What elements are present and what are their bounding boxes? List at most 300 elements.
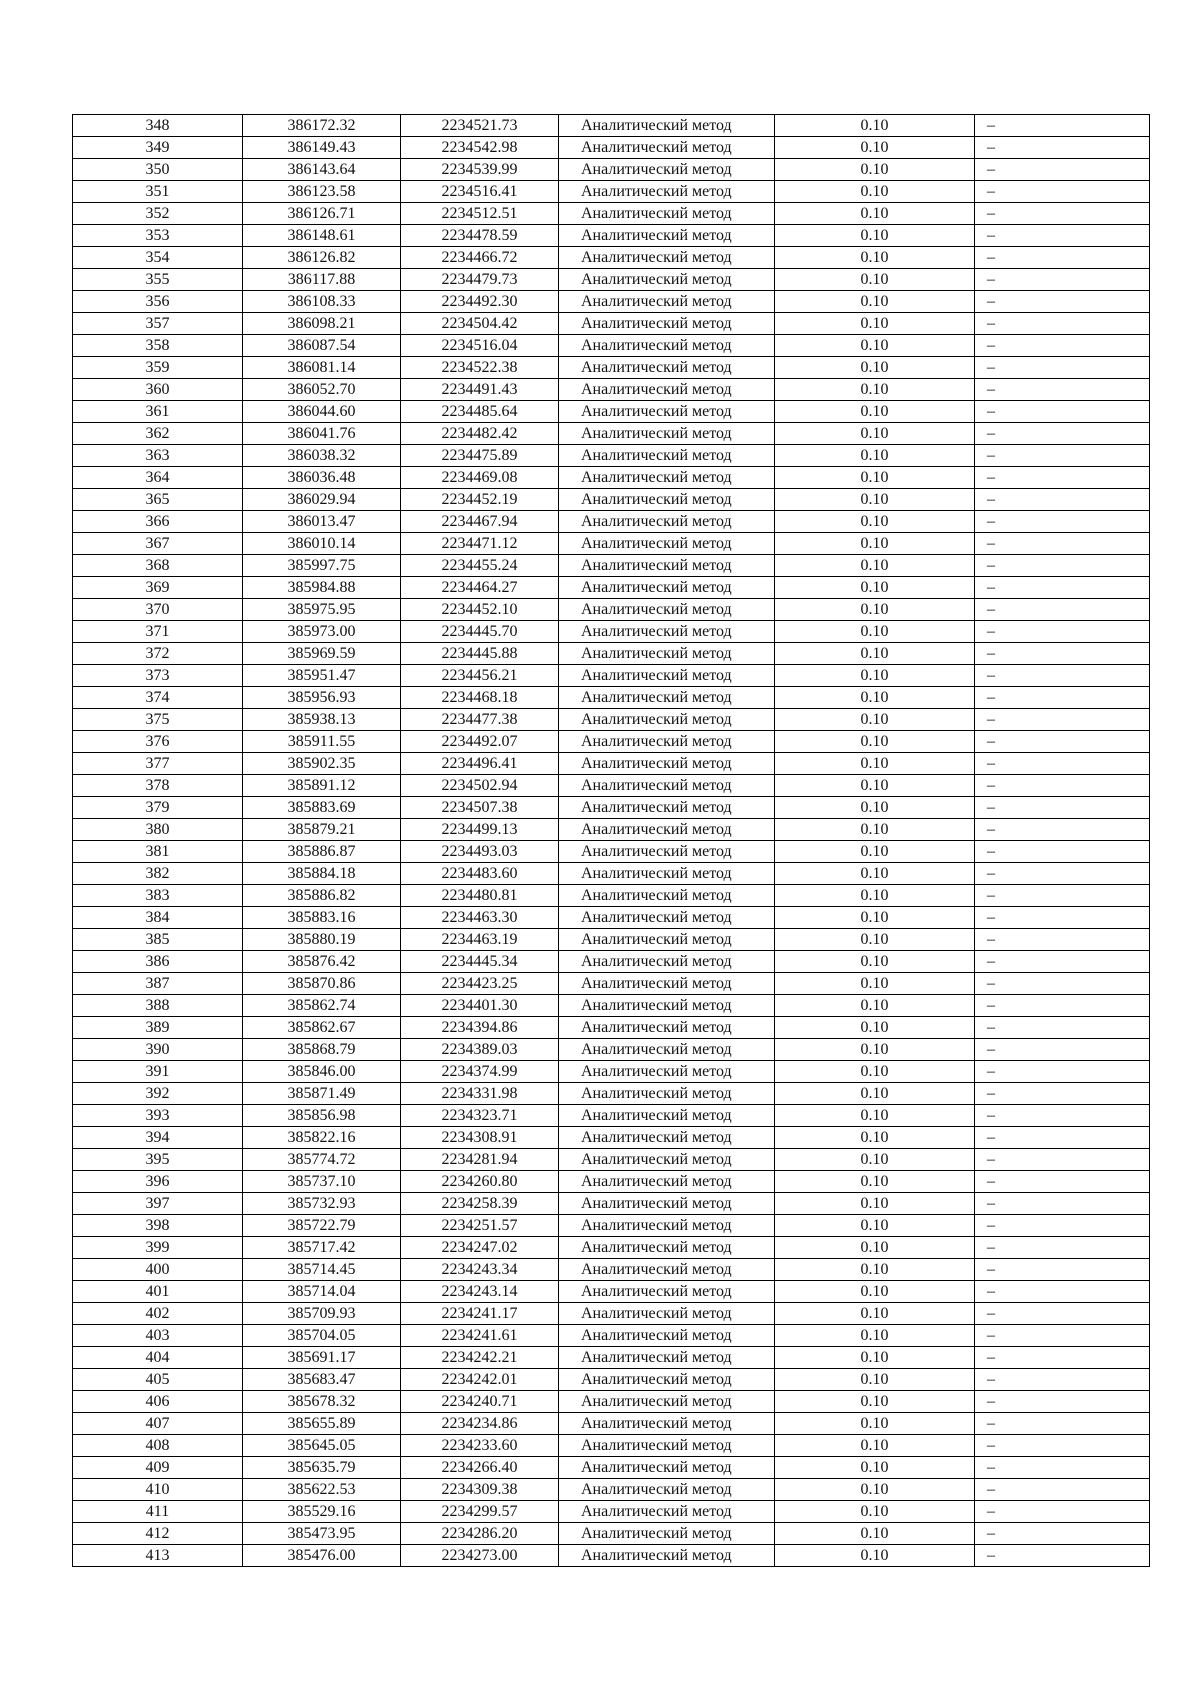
y-coordinate-cell: 2234504.42	[401, 313, 559, 335]
note-cell: –	[975, 1369, 1150, 1391]
accuracy-cell: 0.10	[775, 1391, 975, 1413]
x-coordinate-cell: 385774.72	[243, 1149, 401, 1171]
note-cell: –	[975, 357, 1150, 379]
method-cell: Аналитический метод	[559, 907, 775, 929]
y-coordinate-cell: 2234482.42	[401, 423, 559, 445]
table-row	[73, 1281, 1150, 1303]
table-row	[73, 1369, 1150, 1391]
point-number-cell: 366	[73, 511, 243, 533]
note-cell: –	[975, 1149, 1150, 1171]
accuracy-cell: 0.10	[775, 621, 975, 643]
x-coordinate-cell: 385883.69	[243, 797, 401, 819]
point-number-cell: 413	[73, 1545, 243, 1567]
accuracy-cell: 0.10	[775, 1501, 975, 1523]
method-cell: Аналитический метод	[559, 1215, 775, 1237]
note-cell: –	[975, 1105, 1150, 1127]
point-number-cell: 392	[73, 1083, 243, 1105]
y-coordinate-cell: 2234243.34	[401, 1259, 559, 1281]
y-coordinate-cell: 2234480.81	[401, 885, 559, 907]
table-row	[73, 1501, 1150, 1523]
x-coordinate-cell: 385691.17	[243, 1347, 401, 1369]
table-row	[73, 1215, 1150, 1237]
accuracy-cell: 0.10	[775, 1149, 975, 1171]
x-coordinate-cell: 385622.53	[243, 1479, 401, 1501]
table-row	[73, 1039, 1150, 1061]
y-coordinate-cell: 2234266.40	[401, 1457, 559, 1479]
point-number-cell: 348	[73, 115, 243, 137]
note-cell: –	[975, 929, 1150, 951]
table-row	[73, 335, 1150, 357]
accuracy-cell: 0.10	[775, 1039, 975, 1061]
accuracy-cell: 0.10	[775, 467, 975, 489]
note-cell: –	[975, 819, 1150, 841]
y-coordinate-cell: 2234445.70	[401, 621, 559, 643]
method-cell: Аналитический метод	[559, 1281, 775, 1303]
point-number-cell: 380	[73, 819, 243, 841]
point-number-cell: 351	[73, 181, 243, 203]
accuracy-cell: 0.10	[775, 115, 975, 137]
y-coordinate-cell: 2234423.25	[401, 973, 559, 995]
point-number-cell: 372	[73, 643, 243, 665]
note-cell: –	[975, 511, 1150, 533]
y-coordinate-cell: 2234469.08	[401, 467, 559, 489]
point-number-cell: 401	[73, 1281, 243, 1303]
method-cell: Аналитический метод	[559, 1171, 775, 1193]
accuracy-cell: 0.10	[775, 841, 975, 863]
note-cell: –	[975, 1325, 1150, 1347]
table-row	[73, 203, 1150, 225]
note-cell: –	[975, 1457, 1150, 1479]
method-cell: Аналитический метод	[559, 533, 775, 555]
y-coordinate-cell: 2234516.41	[401, 181, 559, 203]
x-coordinate-cell: 385891.12	[243, 775, 401, 797]
y-coordinate-cell: 2234242.21	[401, 1347, 559, 1369]
note-cell: –	[975, 1171, 1150, 1193]
accuracy-cell: 0.10	[775, 753, 975, 775]
x-coordinate-cell: 385911.55	[243, 731, 401, 753]
table-row	[73, 577, 1150, 599]
note-cell: –	[975, 1259, 1150, 1281]
note-cell: –	[975, 1193, 1150, 1215]
table-row	[73, 973, 1150, 995]
x-coordinate-cell: 386013.47	[243, 511, 401, 533]
note-cell: –	[975, 599, 1150, 621]
x-coordinate-cell: 386038.32	[243, 445, 401, 467]
y-coordinate-cell: 2234521.73	[401, 115, 559, 137]
note-cell: –	[975, 863, 1150, 885]
y-coordinate-cell: 2234512.51	[401, 203, 559, 225]
accuracy-cell: 0.10	[775, 731, 975, 753]
table-row	[73, 1457, 1150, 1479]
note-cell: –	[975, 423, 1150, 445]
note-cell: –	[975, 401, 1150, 423]
accuracy-cell: 0.10	[775, 1545, 975, 1567]
accuracy-cell: 0.10	[775, 577, 975, 599]
y-coordinate-cell: 2234445.34	[401, 951, 559, 973]
table-row	[73, 137, 1150, 159]
x-coordinate-cell: 385997.75	[243, 555, 401, 577]
y-coordinate-cell: 2234467.94	[401, 511, 559, 533]
x-coordinate-cell: 386117.88	[243, 269, 401, 291]
y-coordinate-cell: 2234323.71	[401, 1105, 559, 1127]
point-number-cell: 350	[73, 159, 243, 181]
method-cell: Аналитический метод	[559, 1545, 775, 1567]
point-number-cell: 358	[73, 335, 243, 357]
point-number-cell: 382	[73, 863, 243, 885]
accuracy-cell: 0.10	[775, 951, 975, 973]
note-cell: –	[975, 797, 1150, 819]
table-row	[73, 1017, 1150, 1039]
note-cell: –	[975, 709, 1150, 731]
table-row	[73, 665, 1150, 687]
x-coordinate-cell: 385880.19	[243, 929, 401, 951]
x-coordinate-cell: 386029.94	[243, 489, 401, 511]
y-coordinate-cell: 2234401.30	[401, 995, 559, 1017]
point-number-cell: 355	[73, 269, 243, 291]
y-coordinate-cell: 2234445.88	[401, 643, 559, 665]
y-coordinate-cell: 2234468.18	[401, 687, 559, 709]
y-coordinate-cell: 2234242.01	[401, 1369, 559, 1391]
y-coordinate-cell: 2234260.80	[401, 1171, 559, 1193]
method-cell: Аналитический метод	[559, 863, 775, 885]
note-cell: –	[975, 159, 1150, 181]
point-number-cell: 368	[73, 555, 243, 577]
y-coordinate-cell: 2234394.86	[401, 1017, 559, 1039]
method-cell: Аналитический метод	[559, 1435, 775, 1457]
y-coordinate-cell: 2234471.12	[401, 533, 559, 555]
x-coordinate-cell: 385846.00	[243, 1061, 401, 1083]
y-coordinate-cell: 2234483.60	[401, 863, 559, 885]
x-coordinate-cell: 386087.54	[243, 335, 401, 357]
note-cell: –	[975, 1039, 1150, 1061]
table-row	[73, 929, 1150, 951]
accuracy-cell: 0.10	[775, 863, 975, 885]
accuracy-cell: 0.10	[775, 1369, 975, 1391]
point-number-cell: 352	[73, 203, 243, 225]
accuracy-cell: 0.10	[775, 643, 975, 665]
x-coordinate-cell: 385635.79	[243, 1457, 401, 1479]
point-number-cell: 396	[73, 1171, 243, 1193]
method-cell: Аналитический метод	[559, 665, 775, 687]
accuracy-cell: 0.10	[775, 357, 975, 379]
point-number-cell: 402	[73, 1303, 243, 1325]
x-coordinate-cell: 385902.35	[243, 753, 401, 775]
note-cell: –	[975, 181, 1150, 203]
table-row	[73, 643, 1150, 665]
method-cell: Аналитический метод	[559, 819, 775, 841]
point-number-cell: 393	[73, 1105, 243, 1127]
y-coordinate-cell: 2234466.72	[401, 247, 559, 269]
note-cell: –	[975, 1523, 1150, 1545]
note-cell: –	[975, 643, 1150, 665]
y-coordinate-cell: 2234496.41	[401, 753, 559, 775]
method-cell: Аналитический метод	[559, 247, 775, 269]
note-cell: –	[975, 1545, 1150, 1567]
method-cell: Аналитический метод	[559, 1149, 775, 1171]
method-cell: Аналитический метод	[559, 731, 775, 753]
method-cell: Аналитический метод	[559, 1083, 775, 1105]
point-number-cell: 376	[73, 731, 243, 753]
note-cell: –	[975, 775, 1150, 797]
y-coordinate-cell: 2234522.38	[401, 357, 559, 379]
table-row	[73, 1413, 1150, 1435]
note-cell: –	[975, 621, 1150, 643]
y-coordinate-cell: 2234499.13	[401, 819, 559, 841]
accuracy-cell: 0.10	[775, 797, 975, 819]
method-cell: Аналитический метод	[559, 379, 775, 401]
method-cell: Аналитический метод	[559, 445, 775, 467]
table-row	[73, 489, 1150, 511]
accuracy-cell: 0.10	[775, 1193, 975, 1215]
note-cell: –	[975, 1501, 1150, 1523]
point-number-cell: 407	[73, 1413, 243, 1435]
table-row	[73, 775, 1150, 797]
method-cell: Аналитический метод	[559, 357, 775, 379]
accuracy-cell: 0.10	[775, 775, 975, 797]
y-coordinate-cell: 2234308.91	[401, 1127, 559, 1149]
point-number-cell: 412	[73, 1523, 243, 1545]
accuracy-cell: 0.10	[775, 555, 975, 577]
note-cell: –	[975, 1391, 1150, 1413]
x-coordinate-cell: 385473.95	[243, 1523, 401, 1545]
note-cell: –	[975, 577, 1150, 599]
accuracy-cell: 0.10	[775, 489, 975, 511]
y-coordinate-cell: 2234492.30	[401, 291, 559, 313]
note-cell: –	[975, 335, 1150, 357]
y-coordinate-cell: 2234456.21	[401, 665, 559, 687]
x-coordinate-cell: 385722.79	[243, 1215, 401, 1237]
x-coordinate-cell: 385655.89	[243, 1413, 401, 1435]
table-row	[73, 511, 1150, 533]
y-coordinate-cell: 2234243.14	[401, 1281, 559, 1303]
point-number-cell: 404	[73, 1347, 243, 1369]
point-number-cell: 390	[73, 1039, 243, 1061]
x-coordinate-cell: 385938.13	[243, 709, 401, 731]
table-row	[73, 819, 1150, 841]
method-cell: Аналитический метод	[559, 1061, 775, 1083]
note-cell: –	[975, 973, 1150, 995]
point-number-cell: 394	[73, 1127, 243, 1149]
table-row	[73, 1237, 1150, 1259]
point-number-cell: 371	[73, 621, 243, 643]
point-number-cell: 386	[73, 951, 243, 973]
accuracy-cell: 0.10	[775, 1479, 975, 1501]
x-coordinate-cell: 386172.32	[243, 115, 401, 137]
x-coordinate-cell: 385973.00	[243, 621, 401, 643]
y-coordinate-cell: 2234241.17	[401, 1303, 559, 1325]
y-coordinate-cell: 2234281.94	[401, 1149, 559, 1171]
x-coordinate-cell: 386143.64	[243, 159, 401, 181]
point-number-cell: 364	[73, 467, 243, 489]
method-cell: Аналитический метод	[559, 951, 775, 973]
table-row	[73, 863, 1150, 885]
y-coordinate-cell: 2234479.73	[401, 269, 559, 291]
x-coordinate-cell: 386041.76	[243, 423, 401, 445]
method-cell: Аналитический метод	[559, 1127, 775, 1149]
table-row	[73, 269, 1150, 291]
x-coordinate-cell: 385883.16	[243, 907, 401, 929]
x-coordinate-cell: 385683.47	[243, 1369, 401, 1391]
accuracy-cell: 0.10	[775, 1171, 975, 1193]
table-row	[73, 1127, 1150, 1149]
point-number-cell: 349	[73, 137, 243, 159]
note-cell: –	[975, 1347, 1150, 1369]
x-coordinate-cell: 386044.60	[243, 401, 401, 423]
point-number-cell: 405	[73, 1369, 243, 1391]
method-cell: Аналитический метод	[559, 973, 775, 995]
x-coordinate-cell: 385714.04	[243, 1281, 401, 1303]
table-row	[73, 115, 1150, 137]
y-coordinate-cell: 2234507.38	[401, 797, 559, 819]
method-cell: Аналитический метод	[559, 225, 775, 247]
accuracy-cell: 0.10	[775, 599, 975, 621]
point-number-cell: 378	[73, 775, 243, 797]
table-row	[73, 731, 1150, 753]
accuracy-cell: 0.10	[775, 1413, 975, 1435]
point-number-cell: 362	[73, 423, 243, 445]
accuracy-cell: 0.10	[775, 1347, 975, 1369]
note-cell: –	[975, 687, 1150, 709]
table-row	[73, 1171, 1150, 1193]
accuracy-cell: 0.10	[775, 665, 975, 687]
note-cell: –	[975, 1413, 1150, 1435]
table-row	[73, 951, 1150, 973]
y-coordinate-cell: 2234493.03	[401, 841, 559, 863]
table-row	[73, 1061, 1150, 1083]
method-cell: Аналитический метод	[559, 1413, 775, 1435]
note-cell: –	[975, 1479, 1150, 1501]
table-row	[73, 1479, 1150, 1501]
accuracy-cell: 0.10	[775, 907, 975, 929]
note-cell: –	[975, 1237, 1150, 1259]
method-cell: Аналитический метод	[559, 841, 775, 863]
table-row	[73, 423, 1150, 445]
method-cell: Аналитический метод	[559, 797, 775, 819]
y-coordinate-cell: 2234455.24	[401, 555, 559, 577]
accuracy-cell: 0.10	[775, 1237, 975, 1259]
table-row	[73, 1149, 1150, 1171]
accuracy-cell: 0.10	[775, 1061, 975, 1083]
point-number-cell: 381	[73, 841, 243, 863]
table-row	[73, 1523, 1150, 1545]
point-number-cell: 359	[73, 357, 243, 379]
x-coordinate-cell: 385714.45	[243, 1259, 401, 1281]
method-cell: Аналитический метод	[559, 687, 775, 709]
note-cell: –	[975, 269, 1150, 291]
y-coordinate-cell: 2234241.61	[401, 1325, 559, 1347]
point-number-cell: 395	[73, 1149, 243, 1171]
accuracy-cell: 0.10	[775, 1303, 975, 1325]
y-coordinate-cell: 2234286.20	[401, 1523, 559, 1545]
table-row	[73, 1435, 1150, 1457]
accuracy-cell: 0.10	[775, 1435, 975, 1457]
point-number-cell: 365	[73, 489, 243, 511]
accuracy-cell: 0.10	[775, 137, 975, 159]
y-coordinate-cell: 2234273.00	[401, 1545, 559, 1567]
x-coordinate-cell: 386149.43	[243, 137, 401, 159]
table-row	[73, 445, 1150, 467]
point-number-cell: 383	[73, 885, 243, 907]
x-coordinate-cell: 385984.88	[243, 577, 401, 599]
table-row	[73, 995, 1150, 1017]
note-cell: –	[975, 1061, 1150, 1083]
point-number-cell: 385	[73, 929, 243, 951]
y-coordinate-cell: 2234251.57	[401, 1215, 559, 1237]
point-number-cell: 373	[73, 665, 243, 687]
x-coordinate-cell: 386148.61	[243, 225, 401, 247]
method-cell: Аналитический метод	[559, 1457, 775, 1479]
method-cell: Аналитический метод	[559, 467, 775, 489]
accuracy-cell: 0.10	[775, 445, 975, 467]
note-cell: –	[975, 841, 1150, 863]
x-coordinate-cell: 385717.42	[243, 1237, 401, 1259]
point-number-cell: 374	[73, 687, 243, 709]
point-number-cell: 389	[73, 1017, 243, 1039]
accuracy-cell: 0.10	[775, 335, 975, 357]
note-cell: –	[975, 445, 1150, 467]
y-coordinate-cell: 2234502.94	[401, 775, 559, 797]
point-number-cell: 356	[73, 291, 243, 313]
accuracy-cell: 0.10	[775, 1325, 975, 1347]
method-cell: Аналитический метод	[559, 401, 775, 423]
y-coordinate-cell: 2234247.02	[401, 1237, 559, 1259]
point-number-cell: 399	[73, 1237, 243, 1259]
y-coordinate-cell: 2234516.04	[401, 335, 559, 357]
x-coordinate-cell: 385876.42	[243, 951, 401, 973]
y-coordinate-cell: 2234258.39	[401, 1193, 559, 1215]
note-cell: –	[975, 203, 1150, 225]
table-row	[73, 533, 1150, 555]
x-coordinate-cell: 386052.70	[243, 379, 401, 401]
x-coordinate-cell: 385737.10	[243, 1171, 401, 1193]
x-coordinate-cell: 385951.47	[243, 665, 401, 687]
note-cell: –	[975, 115, 1150, 137]
note-cell: –	[975, 1303, 1150, 1325]
note-cell: –	[975, 225, 1150, 247]
point-number-cell: 367	[73, 533, 243, 555]
note-cell: –	[975, 1281, 1150, 1303]
method-cell: Аналитический метод	[559, 1303, 775, 1325]
point-number-cell: 361	[73, 401, 243, 423]
point-number-cell: 363	[73, 445, 243, 467]
method-cell: Аналитический метод	[559, 269, 775, 291]
note-cell: –	[975, 555, 1150, 577]
method-cell: Аналитический метод	[559, 775, 775, 797]
accuracy-cell: 0.10	[775, 1127, 975, 1149]
note-cell: –	[975, 1215, 1150, 1237]
point-number-cell: 360	[73, 379, 243, 401]
table-row	[73, 1259, 1150, 1281]
method-cell: Аналитический метод	[559, 203, 775, 225]
accuracy-cell: 0.10	[775, 819, 975, 841]
note-cell: –	[975, 313, 1150, 335]
method-cell: Аналитический метод	[559, 1369, 775, 1391]
point-number-cell: 377	[73, 753, 243, 775]
table-row	[73, 225, 1150, 247]
table-row	[73, 599, 1150, 621]
accuracy-cell: 0.10	[775, 159, 975, 181]
table-row	[73, 841, 1150, 863]
note-cell: –	[975, 753, 1150, 775]
x-coordinate-cell: 385862.74	[243, 995, 401, 1017]
method-cell: Аналитический метод	[559, 335, 775, 357]
x-coordinate-cell: 385886.82	[243, 885, 401, 907]
point-number-cell: 387	[73, 973, 243, 995]
point-number-cell: 400	[73, 1259, 243, 1281]
x-coordinate-cell: 385969.59	[243, 643, 401, 665]
table-row	[73, 1303, 1150, 1325]
table-row	[73, 1545, 1150, 1567]
